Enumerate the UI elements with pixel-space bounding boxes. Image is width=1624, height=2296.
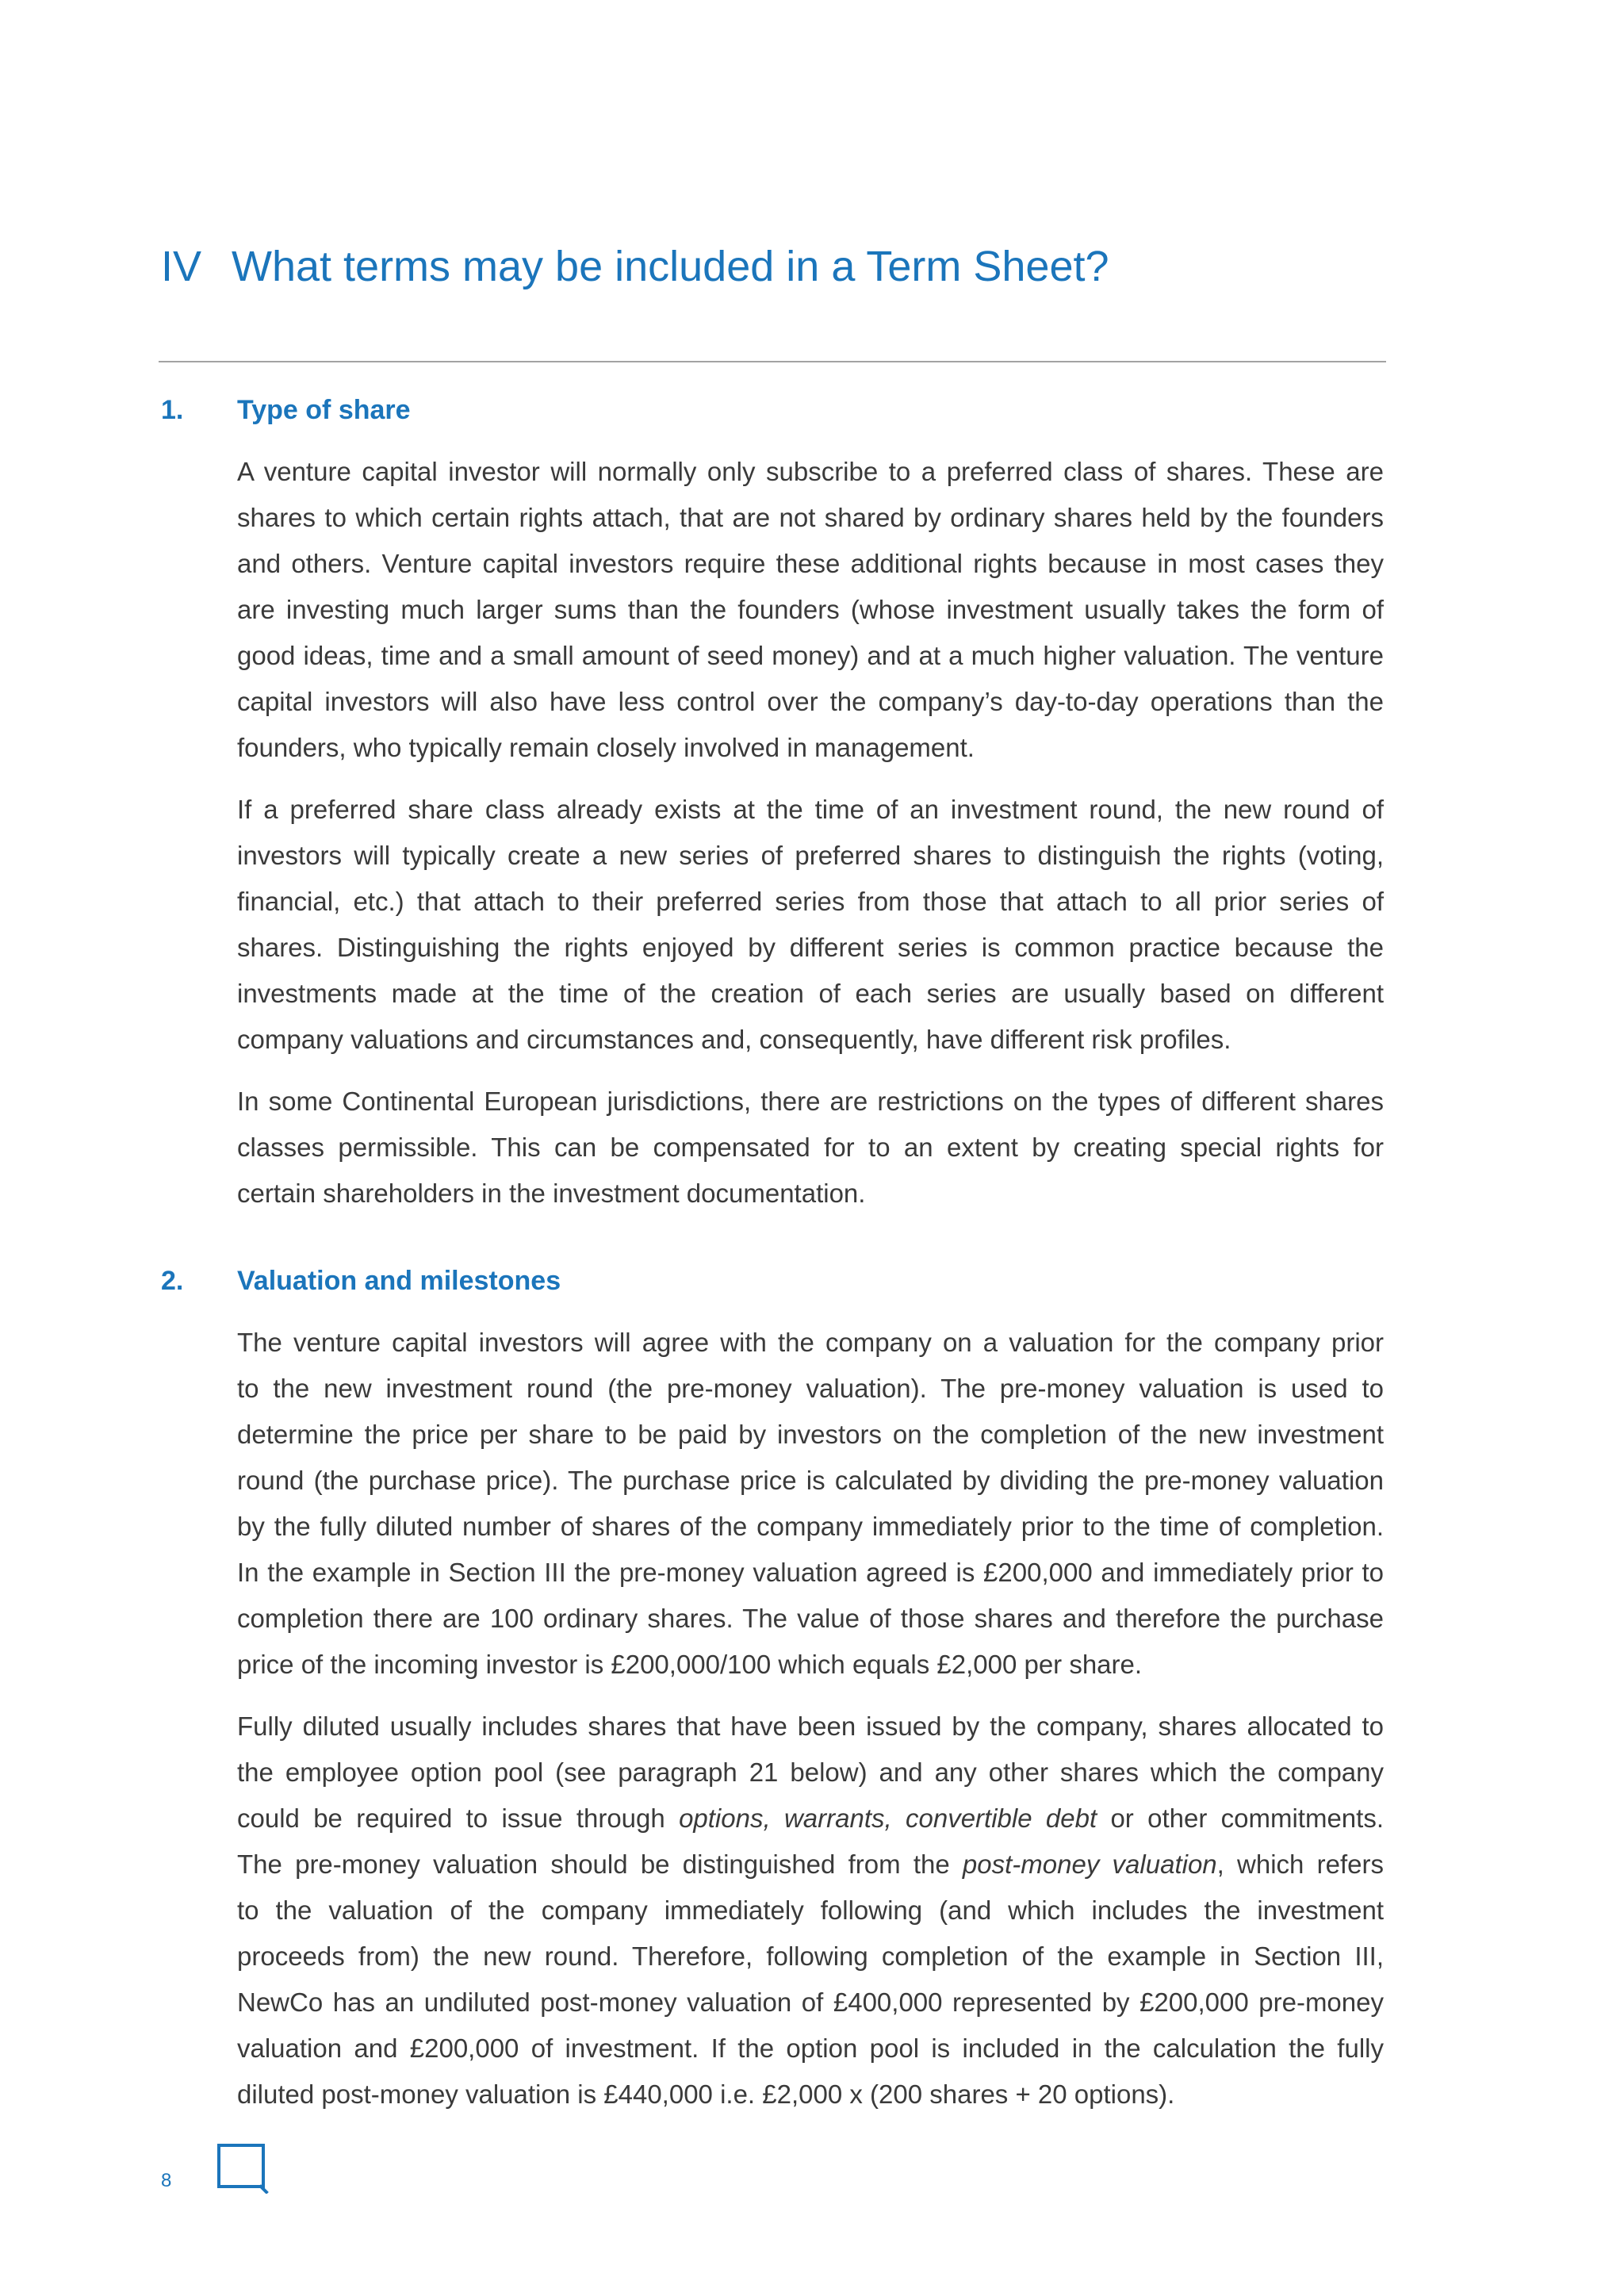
text-line: proceeds from) the new round. Therefore, following completion of the example in Section III, [237,1941,1384,1971]
chapter-title: What terms may be included in a Term Sheet? [232,243,1109,290]
paragraph [237,449,1384,771]
text-line: financial, etc.) that attach to their preferred series from those that attach to all prior series of [237,887,1384,916]
text-line: are investing much larger sums than the founders (whose investment usually takes the form of [237,595,1384,624]
text-line [237,1796,1384,1842]
text-line: investments made at the time of the creation of each series are usually based on different [237,979,1384,1008]
text-line: If a preferred share class already exists at the time of an investment round, the new round of [237,795,1384,824]
section-type-of-share [161,387,1386,1232]
text-line: price of the incoming investor is £200,000/100 which equals £2,000 per share. [237,1650,1143,1679]
text-line: In some Continental European jurisdictions, there are restrictions on the types of different shares [237,1087,1384,1116]
section-heading [161,387,1386,433]
text-line: the employee option pool (see paragraph 21 below) and any other shares which the company [237,1757,1384,1787]
text-line: Fully diluted usually includes shares that have been issued by the company, shares allocated to [237,1711,1384,1741]
section-title: Type of share [237,395,411,425]
section-body [237,1320,1384,2118]
section-number: 1. [161,395,184,425]
text-line: NewCo has an undiluted post-money valuation of £400,000 represented by £200,000 pre-money [237,1987,1384,2017]
text-line: diluted post-money valuation is £440,000 i.e. £2,000 x (200 shares + 20 options). [237,2079,1175,2109]
text-line: valuation and £200,000 of investment. If the option pool is included in the calculation the fully [237,2033,1384,2063]
text-line: company valuations and circumstances and, consequently, have different risk profiles. [237,1025,1231,1054]
text-line: by the fully diluted number of shares of the company immediately prior to the time of completion. [237,1512,1384,1541]
section-heading [161,1258,1386,1304]
text-line: good ideas, time and a small amount of seed money) and at a much higher valuation. The venture [237,641,1384,670]
paragraph [237,1079,1384,1217]
text-line: to the valuation of the company immediately following (and which includes the investment [237,1895,1384,1925]
text-line: determine the price per share to be paid by investors on the completion of the new investment [237,1420,1384,1449]
text-line: capital investors will also have less control over the company’s day-to-day operations than the [237,687,1384,716]
text-line: certain shareholders in the investment documentation. [237,1179,866,1208]
text-line: completion there are 100 ordinary shares. The value of those shares and therefore the purchase [237,1604,1384,1633]
paragraph [237,1320,1384,1688]
italic-text-run: post-money valuation [962,1849,1217,1879]
text-line: to the new investment round (the pre-money valuation). The pre-money valuation is used to [237,1374,1384,1403]
text-line: In the example in Section III the pre-money valuation agreed is £200,000 and immediately prior to [237,1558,1384,1587]
title-divider [159,361,1386,362]
text-line: A venture capital investor will normally only subscribe to a preferred class of shares. These are [237,457,1384,486]
text-line: founders, who typically remain closely involved in management. [237,733,975,762]
text-line: The venture capital investors will agree with the company on a valuation for the company prior [237,1328,1384,1357]
section-title: Valuation and milestones [237,1266,561,1296]
text-run: The pre-money valuation should be distinguished from the [237,1849,963,1879]
paragraph [237,1704,1384,2118]
chapter-number: IV [161,243,202,290]
page-title [161,240,1109,293]
text-run: or other commitments. [1097,1803,1384,1833]
text-line: classes permissible. This can be compensated for to an extent by creating special rights for [237,1133,1384,1162]
section-valuation-and-milestones [161,1258,1386,2133]
text-line: shares to which certain rights attach, that are not shared by ordinary shares held by the founders [237,503,1384,532]
section-number: 2. [161,1266,184,1296]
text-line: investors will typically create a new series of preferred shares to distinguish the rights (voting, [237,841,1384,870]
text-run: could be required to issue through [237,1803,680,1833]
text-line: shares. Distinguishing the rights enjoyed by different series is common practice because the [237,933,1384,962]
paragraph [237,787,1384,1063]
square-corner-icon [216,2143,269,2194]
section-body [237,449,1384,1217]
italic-text-run: options, warrants, convertible debt [679,1803,1097,1833]
text-line: round (the purchase price). The purchase price is calculated by dividing the pre-money valuation [237,1466,1384,1495]
text-line: and others. Venture capital investors require these additional rights because in most cases they [237,549,1384,578]
page-number: 8 [161,2170,172,2191]
text-run: , which refers [1216,1849,1384,1879]
text-line [237,1842,1384,1888]
